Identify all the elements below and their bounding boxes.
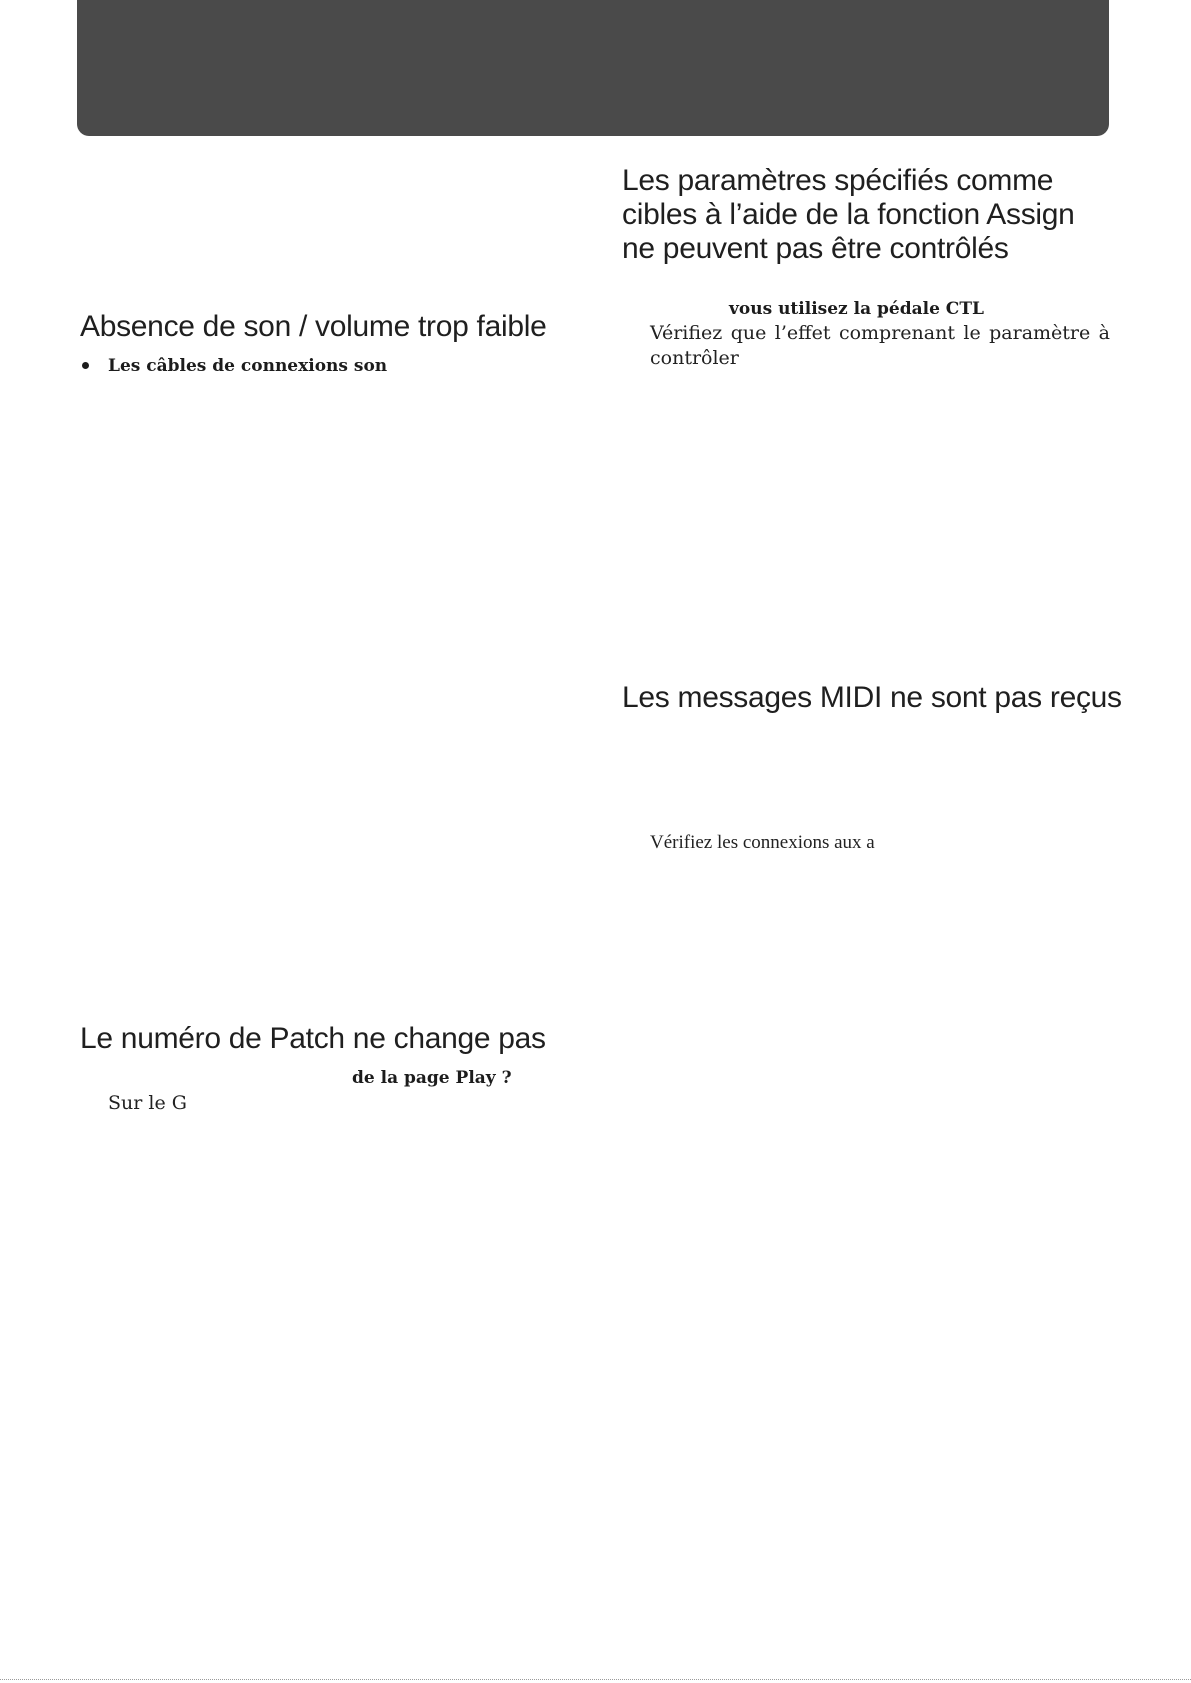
heading-assign-line-3: ne peuvent pas être contrôlés [622,232,1009,265]
bullet-item-cables: Les câbles de connexions son [108,356,388,376]
heading-assign-line-1: Les paramètres spécifiés comme [622,164,1054,197]
page-bottom-rule [0,1679,1191,1680]
midi-answer-text: Vérifiez les connexions aux a [650,832,875,853]
page-header-band [77,0,1109,136]
ctl-answer-line-2: contrôler [650,347,739,369]
ctl-question-text: vous utilisez la pédale CTL [729,299,984,319]
patch-answer-text: Sur le G [108,1092,187,1114]
bullet-icon [82,362,89,369]
patch-question-text: de la page Play ? [352,1068,512,1088]
heading-assign-line-2: cibles à l’aide de la fonction Assign [622,198,1075,231]
ctl-answer-line-1: Vérifiez que l’effet comprenant le paramètre à [650,322,1110,344]
heading-midi: Les messages MIDI ne sont pas reçus [622,681,1122,714]
heading-numero-de-patch: Le numéro de Patch ne change pas [80,1022,546,1055]
heading-absence-de-son: Absence de son / volume trop faible [80,310,547,343]
heading-assign [622,164,1075,266]
